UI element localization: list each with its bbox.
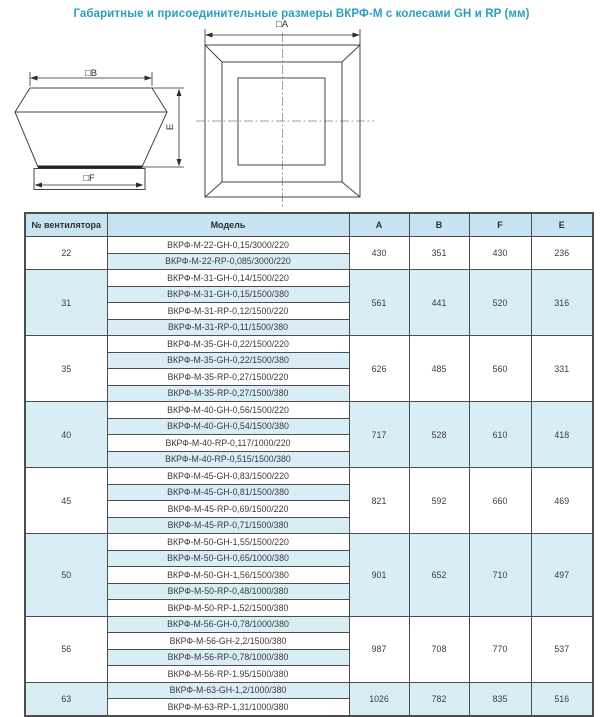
dimension-E-cell: 497 <box>531 534 593 617</box>
column-header: № вентилятора <box>25 213 107 237</box>
model-cell: ВКРФ-М-63-RP-1,31/1000/380 <box>107 699 349 716</box>
dimension-A-cell: 901 <box>349 534 409 617</box>
dimension-A-cell: 561 <box>349 270 409 336</box>
dimension-E-cell: 316 <box>531 270 593 336</box>
model-cell: ВКРФ-М-50-RP-0,48/1000/380 <box>107 583 349 600</box>
column-header: E <box>531 213 593 237</box>
fan-side-view-drawing <box>4 52 194 200</box>
table-row <box>25 270 593 287</box>
dimension-F-cell: 660 <box>469 468 531 534</box>
model-cell: ВКРФ-М-56-RP-0,78/1000/380 <box>107 649 349 666</box>
fan-number-cell: 35 <box>25 336 107 402</box>
dimension-B-cell: 782 <box>409 682 469 716</box>
fan-base-strip <box>38 166 142 169</box>
dimension-B-cell: 441 <box>409 270 469 336</box>
dimensions-table <box>24 212 594 717</box>
dimension-E-cell: 418 <box>531 402 593 468</box>
model-cell: ВКРФ-М-22-GH-0,15/3000/220 <box>107 237 349 254</box>
model-cell: ВКРФ-М-31-GH-0,15/1500/380 <box>107 286 349 303</box>
column-header: A <box>349 213 409 237</box>
model-cell: ВКРФ-М-31-RP-0,11/1500/380 <box>107 319 349 336</box>
fan-number-cell: 63 <box>25 682 107 716</box>
model-cell: ВКРФ-М-63-GH-1,2/1000/380 <box>107 682 349 699</box>
model-cell: ВКРФ-М-40-GH-0,54/1500/380 <box>107 418 349 435</box>
model-cell: ВКРФ-М-45-RP-0,71/1500/380 <box>107 517 349 534</box>
table-row <box>25 534 593 551</box>
model-cell: ВКРФ-М-45-GH-0,83/1500/220 <box>107 468 349 485</box>
table-header-row <box>25 213 593 237</box>
dim-label-F: □F <box>83 173 95 184</box>
model-cell: ВКРФ-М-22-RP-0,085/3000/220 <box>107 253 349 270</box>
dimension-F-cell: 610 <box>469 402 531 468</box>
model-cell: ВКРФ-М-56-GH-0,78/1000/380 <box>107 616 349 633</box>
fan-number-cell: 50 <box>25 534 107 617</box>
model-cell: ВКРФ-М-35-RP-0,27/1500/380 <box>107 385 349 402</box>
dimension-A-cell: 717 <box>349 402 409 468</box>
dimension-B-cell: 351 <box>409 237 469 270</box>
model-cell: ВКРФ-М-45-RP-0,69/1500/220 <box>107 501 349 518</box>
fan-number-cell: 31 <box>25 270 107 336</box>
model-cell: ВКРФ-М-35-RP-0,27/1500/220 <box>107 369 349 386</box>
dimension-F-cell: 520 <box>469 270 531 336</box>
model-cell: ВКРФ-М-50-GH-1,56/1500/380 <box>107 567 349 584</box>
dimension-A-cell: 821 <box>349 468 409 534</box>
table-row <box>25 468 593 485</box>
dim-label-E: E <box>165 123 176 131</box>
model-cell: ВКРФ-М-50-RP-1,52/1500/380 <box>107 600 349 617</box>
model-cell: ВКРФ-М-56-RP-1.95/1500/380 <box>107 666 349 683</box>
table-row <box>25 402 593 419</box>
model-cell: ВКРФ-М-40-RP-0,515/1500/380 <box>107 451 349 468</box>
dimension-F-cell: 710 <box>469 534 531 617</box>
dimension-E-cell: 537 <box>531 616 593 682</box>
dimension-B-cell: 485 <box>409 336 469 402</box>
dimension-E-cell: 469 <box>531 468 593 534</box>
dimension-B-cell: 652 <box>409 534 469 617</box>
model-cell: ВКРФ-М-40-GH-0,56/1500/220 <box>107 402 349 419</box>
model-cell: ВКРФ-М-50-GH-1,55/1500/220 <box>107 534 349 551</box>
fan-number-cell: 56 <box>25 616 107 682</box>
fan-number-cell: 22 <box>25 237 107 270</box>
dimension-E-cell: 236 <box>531 237 593 270</box>
page-title: Габаритные и присоединительные размеры ВКРФ-М с колесами GH и RP (мм) <box>73 8 530 20</box>
dim-label-A: □A <box>275 19 289 30</box>
dimension-E-cell: 331 <box>531 336 593 402</box>
fan-number-cell: 45 <box>25 468 107 534</box>
model-cell: ВКРФ-М-45-GH-0,81/1500/380 <box>107 484 349 501</box>
table-row <box>25 336 593 353</box>
model-cell: ВКРФ-М-31-RP-0,12/1500/220 <box>107 303 349 320</box>
fan-number-cell: 40 <box>25 402 107 468</box>
dimension-A-cell: 626 <box>349 336 409 402</box>
table-row <box>25 237 593 254</box>
column-header: Модель <box>107 213 349 237</box>
dimension-E-cell: 516 <box>531 682 593 716</box>
dimension-F-cell: 770 <box>469 616 531 682</box>
size-table-body <box>25 237 593 716</box>
model-cell: ВКРФ-М-35-GH-0,22/1500/220 <box>107 336 349 353</box>
dimension-B-cell: 528 <box>409 402 469 468</box>
model-cell: ВКРФ-М-40-RP-0,117/1000/220 <box>107 435 349 452</box>
dimension-B-cell: 708 <box>409 616 469 682</box>
dimension-A-cell: 987 <box>349 616 409 682</box>
table-row <box>25 616 593 633</box>
dimension-F-cell: 560 <box>469 336 531 402</box>
dimension-B-cell: 592 <box>409 468 469 534</box>
column-header: B <box>409 213 469 237</box>
column-header: F <box>469 213 531 237</box>
fan-top-view-drawing <box>188 14 388 210</box>
centerlines <box>196 33 374 209</box>
model-cell: ВКРФ-М-56-GH-2,2/1500/380 <box>107 633 349 650</box>
model-cell: ВКРФ-М-35-GH-0,22/1500/380 <box>107 352 349 369</box>
model-cell: ВКРФ-М-31-GH-0,14/1500/220 <box>107 270 349 287</box>
dim-label-B: □B <box>84 68 98 79</box>
dimension-A-cell: 1026 <box>349 682 409 716</box>
dimension-F-cell: 835 <box>469 682 531 716</box>
dimension-A-cell: 430 <box>349 237 409 270</box>
table-row <box>25 682 593 699</box>
dimension-F-cell: 430 <box>469 237 531 270</box>
model-cell: ВКРФ-М-50-GH-0,65/1000/380 <box>107 550 349 567</box>
